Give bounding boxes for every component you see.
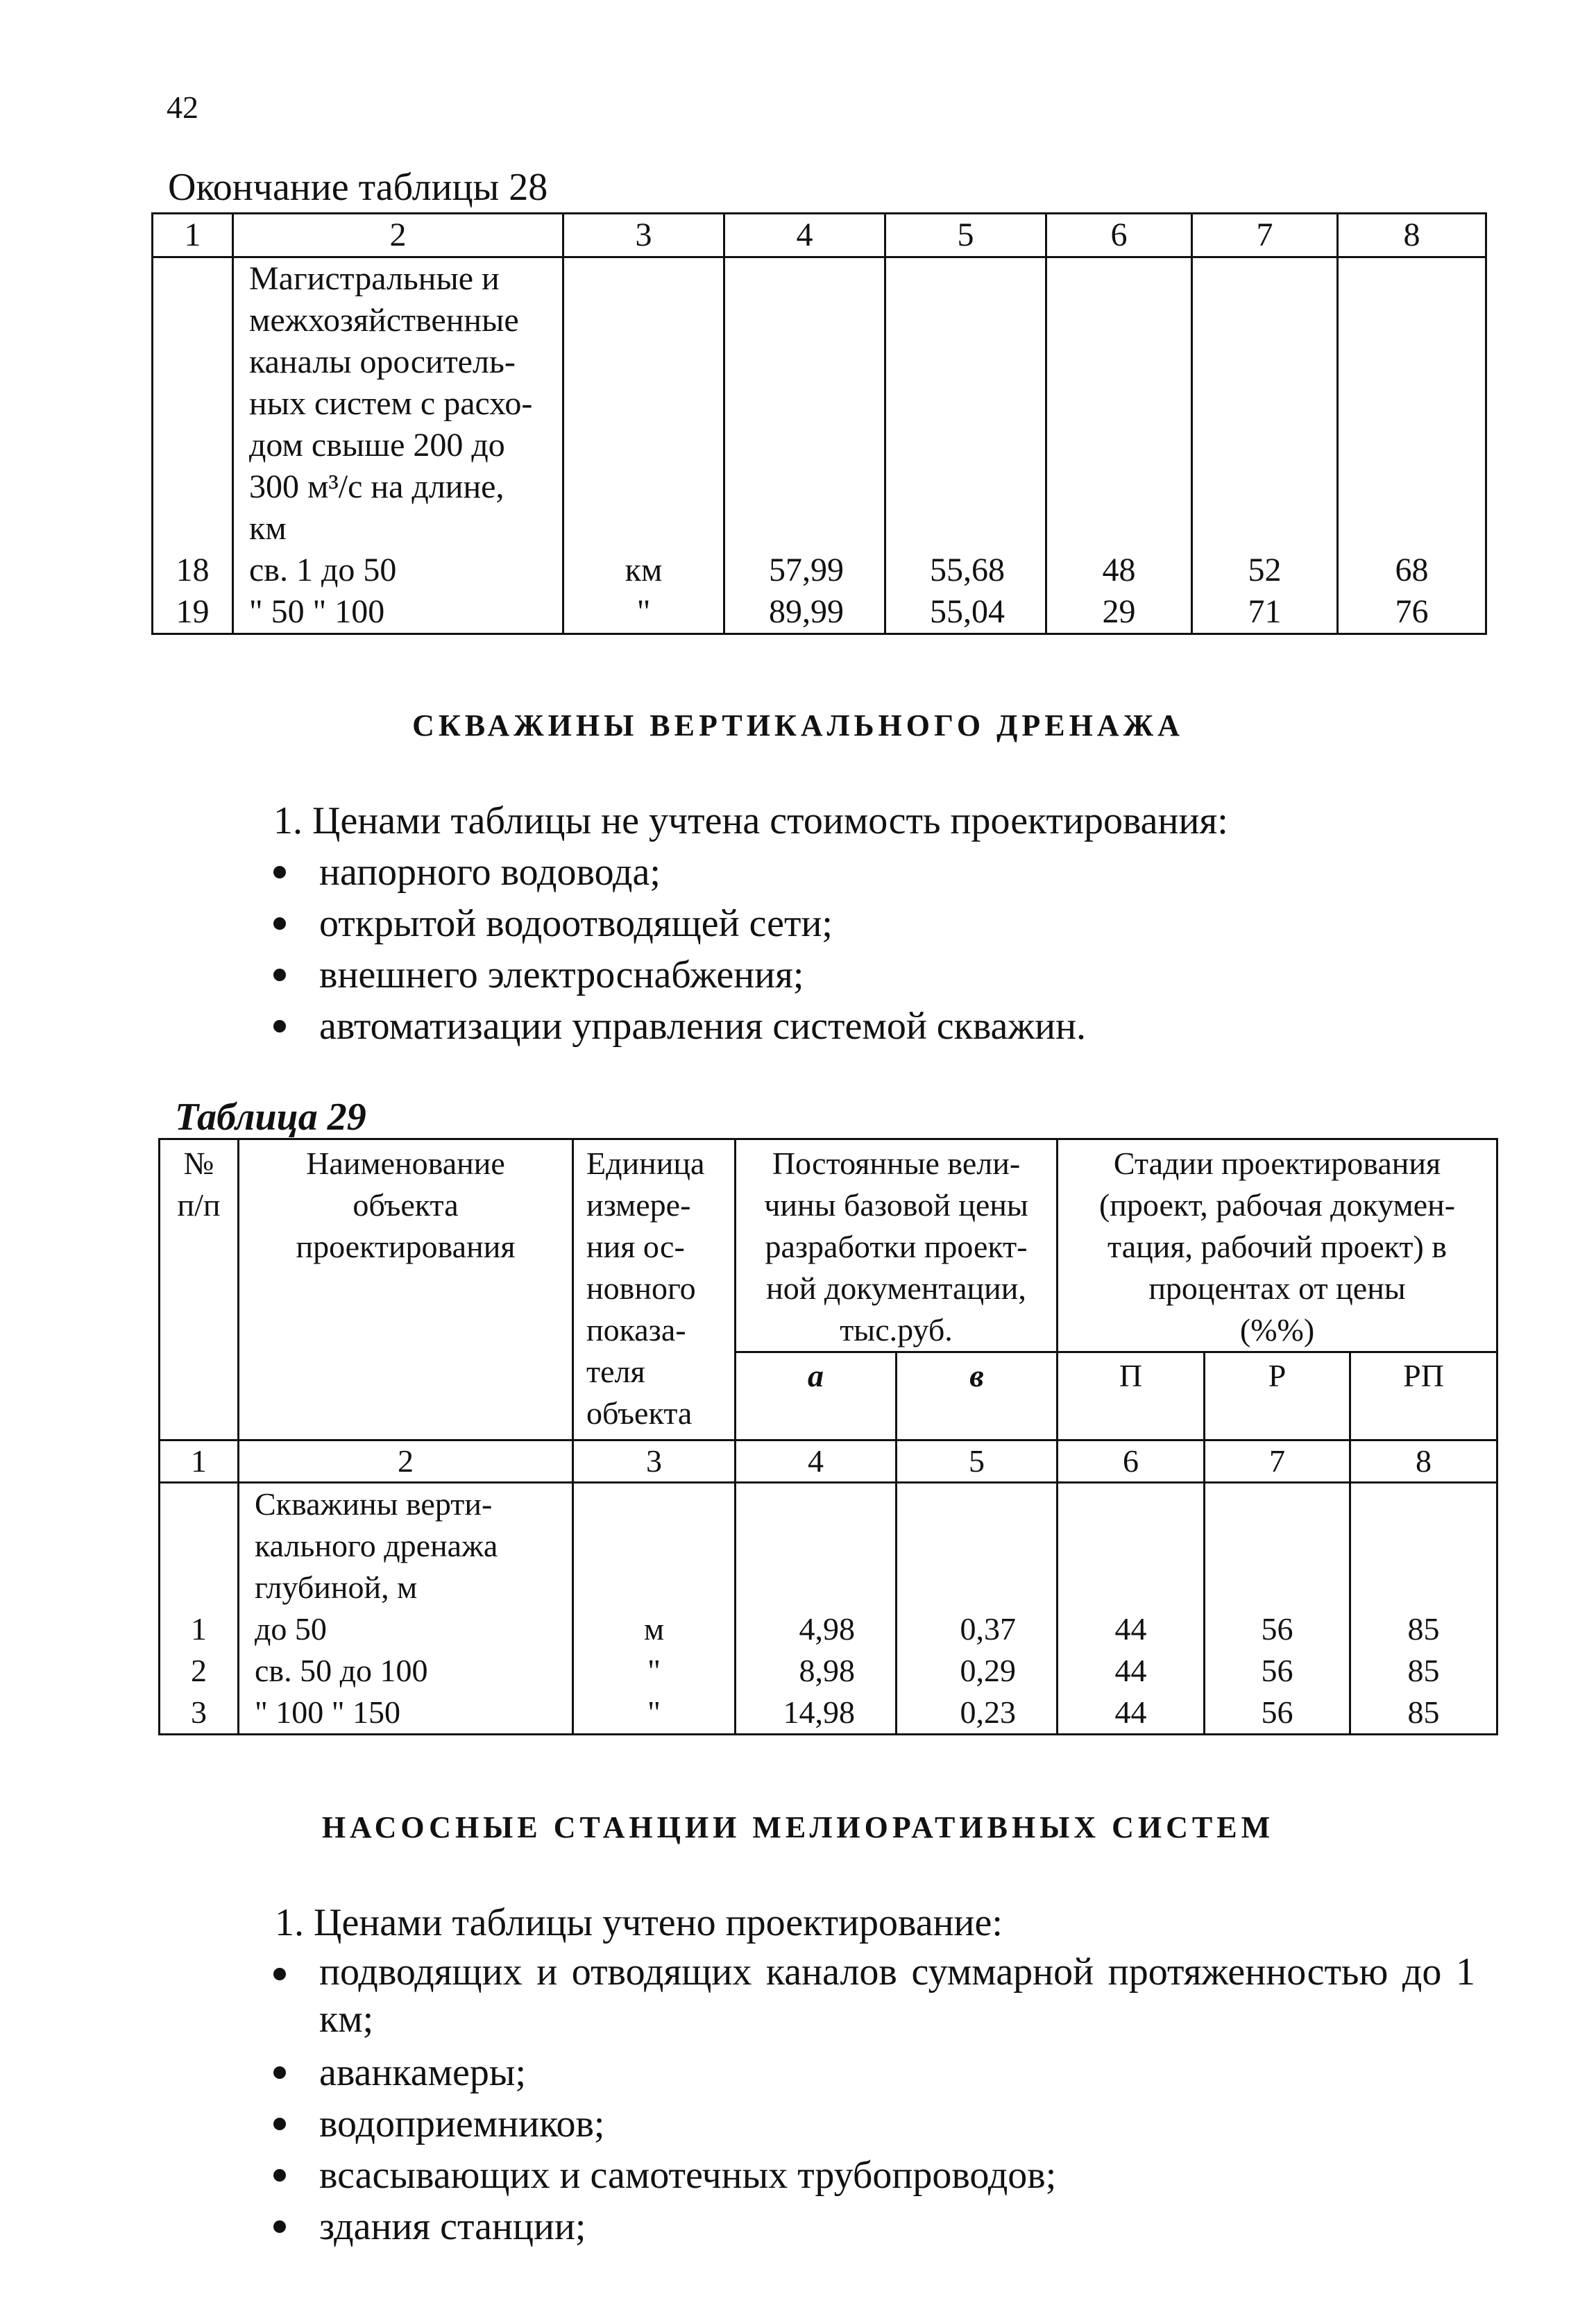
group-name-line: Магистральные и [249,260,500,297]
column-number: 1 [160,1440,239,1483]
column-number: 4 [724,214,885,257]
value-a: 8,98 [799,1653,855,1688]
header-line: Стадии проектирования [1113,1146,1441,1181]
bullet-icon [273,1020,286,1032]
list-item-text: открытой водоотводящей сети; [319,902,833,945]
section-title-pump-stations: НАСОСНЫЕ СТАНЦИИ МЕЛИОРАТИВНЫХ СИСТЕМ [321,1810,1275,1844]
unit-value: " [636,593,651,630]
page-number: 42 [167,90,198,125]
value-a-cell [724,257,885,634]
group-name-line: 300 м³/с на длине, [249,468,504,505]
column-number: 3 [563,214,724,257]
column-number: 7 [1205,1440,1350,1483]
header-line: (%%) [1239,1312,1315,1348]
header-p: П [1058,1352,1205,1440]
list-item-text: здания станции; [319,2205,586,2248]
column-number: 6 [1058,1440,1205,1483]
header-line: процентах от цены [1148,1270,1406,1306]
bullet-icon [273,2169,286,2182]
stage-r: 71 [1248,593,1282,630]
unit-cell [563,257,724,634]
header-line: Постоянные вели- [772,1146,1021,1181]
object-name-cell [239,1483,573,1735]
header-b: в [897,1352,1058,1440]
row-number: 18 [176,552,210,588]
list-item-text: всасывающих и самотечных трубопроводов; [319,2154,1057,2197]
column-number: 8 [1338,214,1486,257]
column-number: 6 [1046,214,1192,257]
row-name: до 50 [255,1611,327,1647]
stage-rp-cell [1338,257,1486,634]
unit-value: " [647,1694,661,1730]
list-item [268,1948,1475,2043]
value-b-cell [885,257,1046,634]
bullet-icon [273,2066,286,2079]
value-b: 0,29 [960,1653,1017,1688]
table29-header-row [160,1139,1497,1352]
list-item [268,2201,1475,2252]
header-line: разработки проект- [765,1229,1028,1264]
header-num [160,1139,239,1440]
row-numbers-cell [153,257,233,634]
list-item [268,2098,1475,2150]
header-line: п/п [177,1187,221,1223]
bullet-icon [273,917,286,930]
group-name-line: глубиной, м [255,1570,418,1605]
header-line: Единица [586,1146,705,1181]
group-name-line: ных систем с расхо- [249,385,533,422]
column-number: 7 [1192,214,1338,257]
stage-rp: 85 [1407,1611,1440,1647]
value-b: 0,37 [960,1611,1017,1647]
header-unit [573,1139,736,1440]
stage-r: 56 [1261,1694,1293,1730]
list-item-text: водоприемников; [319,2102,605,2145]
table-row [153,257,1486,634]
header-stages [1058,1139,1497,1352]
stage-rp: 85 [1407,1653,1440,1688]
list-item [268,949,1086,1001]
column-number: 5 [897,1440,1058,1483]
table28-caption: Окончание таблицы 28 [168,166,548,209]
header-line: тация, рабочий проект) в [1107,1229,1447,1264]
section2-intro: 1. Ценами таблицы учтено проектирование: [275,1901,1003,1944]
value-b: 55,68 [930,552,1005,588]
unit-value: " [647,1653,661,1688]
column-number: 3 [573,1440,736,1483]
header-line: Наименование [306,1146,505,1181]
stage-rp: 76 [1395,593,1429,630]
value-a: 14,98 [783,1694,855,1730]
value-b: 0,23 [960,1694,1017,1730]
header-line: ной документации, [766,1270,1026,1306]
header-line: измере- [586,1187,691,1223]
column-number: 4 [736,1440,897,1483]
row-number: 1 [191,1611,207,1647]
object-name-cell [233,257,563,634]
value-b-cell [897,1483,1058,1735]
bullet-icon [273,969,286,981]
table-28 [151,212,1487,635]
row-number: 3 [191,1694,207,1730]
list-item [268,898,1086,949]
stage-rp-cell [1350,1483,1497,1735]
unit-value: м [643,1611,665,1647]
group-name-line: Скважины верти- [255,1486,493,1522]
stage-p: 44 [1114,1611,1147,1647]
row-numbers-cell [160,1483,239,1735]
stage-r: 56 [1261,1653,1293,1688]
stage-p-cell [1058,1483,1205,1735]
row-number: 19 [176,593,210,630]
column-number: 8 [1350,1440,1497,1483]
group-name-line: км [249,510,287,547]
header-line: объекта [353,1187,459,1223]
column-number: 5 [885,214,1046,257]
column-number: 2 [239,1440,573,1483]
header-line: объекта [586,1395,693,1431]
stage-rp: 85 [1407,1694,1440,1730]
stage-r: 56 [1261,1611,1293,1647]
table-row [160,1483,1497,1735]
stage-r-cell [1192,257,1338,634]
table-29 [158,1138,1498,1735]
value-a-cell [736,1483,897,1735]
unit-value: км [625,552,663,588]
value-a: 89,99 [769,593,844,630]
table29-caption: Таблица 29 [175,1096,366,1139]
header-line: чины базовой цены [764,1187,1028,1223]
section2-bullet-list [268,1948,1475,2252]
stage-p: 29 [1102,593,1136,630]
bullet-icon [273,866,286,878]
section1-bullet-list [268,847,1086,1052]
list-item-text: автоматизации управления системой скважин. [319,1005,1087,1048]
header-r: Р [1205,1352,1350,1440]
list-item [268,2150,1475,2201]
stage-p-cell [1046,257,1192,634]
header-a: а [736,1352,897,1440]
row-name: " 50 " 100 [249,593,385,630]
column-number: 2 [233,214,563,257]
header-name [239,1139,573,1440]
stage-r-cell [1205,1483,1350,1735]
header-base-price [736,1139,1058,1352]
header-rp: РП [1350,1352,1497,1440]
row-name: " 100 " 150 [255,1694,401,1730]
bullet-icon [273,2118,286,2130]
stage-rp: 68 [1395,552,1429,588]
header-line: теля [586,1354,645,1389]
group-name-line: каналы ороситель- [249,343,516,380]
section1-intro: 1. Ценами таблицы не учтена стоимость проектирования: [273,799,1228,842]
list-item-text: подводящих и отводящих каналов суммарной протяженностью до 1 км; [319,1950,1475,2041]
header-line: тыс.руб. [840,1312,953,1348]
list-item [268,847,1086,898]
list-item-text: аванкамеры; [319,2051,527,2094]
stage-p: 44 [1114,1653,1147,1688]
header-line: (проект, рабочая докумен- [1098,1187,1456,1223]
row-name: св. 50 до 100 [255,1653,428,1688]
list-item-text: внешнего электроснабжения; [319,953,804,996]
value-a: 57,99 [769,552,844,588]
list-item-text: напорного водовода; [319,851,661,894]
list-item [268,1001,1086,1052]
value-b: 55,04 [930,593,1005,630]
group-name-line: дом свыше 200 до [249,427,505,464]
header-line: показа- [586,1312,686,1348]
table29-column-numbers [160,1440,1497,1483]
value-a: 4,98 [799,1611,855,1647]
bullet-icon [273,2220,286,2233]
section-title-drainage-wells: СКВАЖИНЫ ВЕРТИКАЛЬНОГО ДРЕНАЖА [412,708,1184,742]
stage-r: 52 [1248,552,1282,588]
bullet-icon [273,1968,286,1980]
row-name: св. 1 до 50 [249,552,397,588]
header-line: № [183,1146,214,1181]
group-name-line: межхозяйственные [249,302,519,339]
header-line: ния ос- [586,1229,685,1264]
header-line: проектирования [296,1229,516,1264]
stage-p: 48 [1102,552,1136,588]
header-line: новного [586,1270,696,1306]
stage-p: 44 [1114,1694,1147,1730]
table28-column-numbers [153,214,1486,257]
group-name-line: кального дренажа [255,1528,498,1563]
column-number: 1 [153,214,233,257]
list-item [268,2047,1475,2098]
row-number: 2 [191,1653,207,1688]
unit-cell [573,1483,736,1735]
